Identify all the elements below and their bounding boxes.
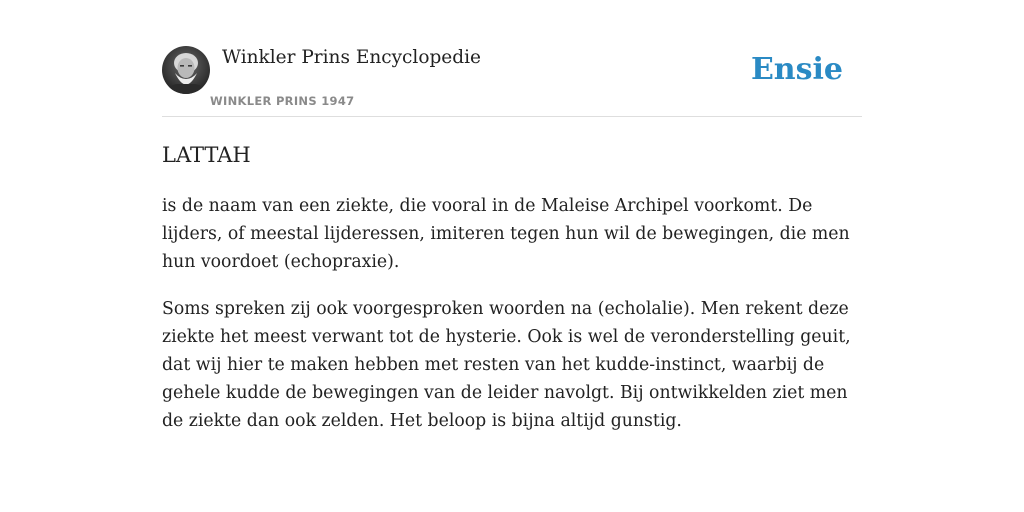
portrait-image — [162, 46, 210, 94]
author-avatar[interactable] — [162, 46, 210, 94]
source-title[interactable]: Winkler Prins Encyclopedie — [222, 47, 481, 68]
entry-headword: LATTAH — [162, 143, 251, 167]
source-header — [162, 46, 862, 117]
entry-paragraph: Soms spreken zij ook voorgesproken woorden na (echolalie). Men rekent deze ziekte het meest verwant tot de hysterie. Ook is wel de veronderstelling geuit, dat wij hier te maken hebben met resten van het kudde-instinct, waarbij de gehele kudde de bewegingen van de leider navolgt. Bij ontwikkelden ziet men de ziekte dan ook zelden. Het beloop is bijna altijd gunstig. — [162, 299, 851, 431]
source-subtitle: WINKLER PRINS 1947 — [210, 94, 355, 108]
entry-body — [162, 192, 862, 454]
ensie-logo[interactable]: Ensie — [750, 52, 843, 87]
entry-paragraph: is de naam van een ziekte, die vooral in de Maleise Archipel voorkomt. De lijders, of meestal lijderessen, imiteren tegen hun wil de bewegingen, die men hun voordoet (echopraxie). — [162, 196, 850, 272]
